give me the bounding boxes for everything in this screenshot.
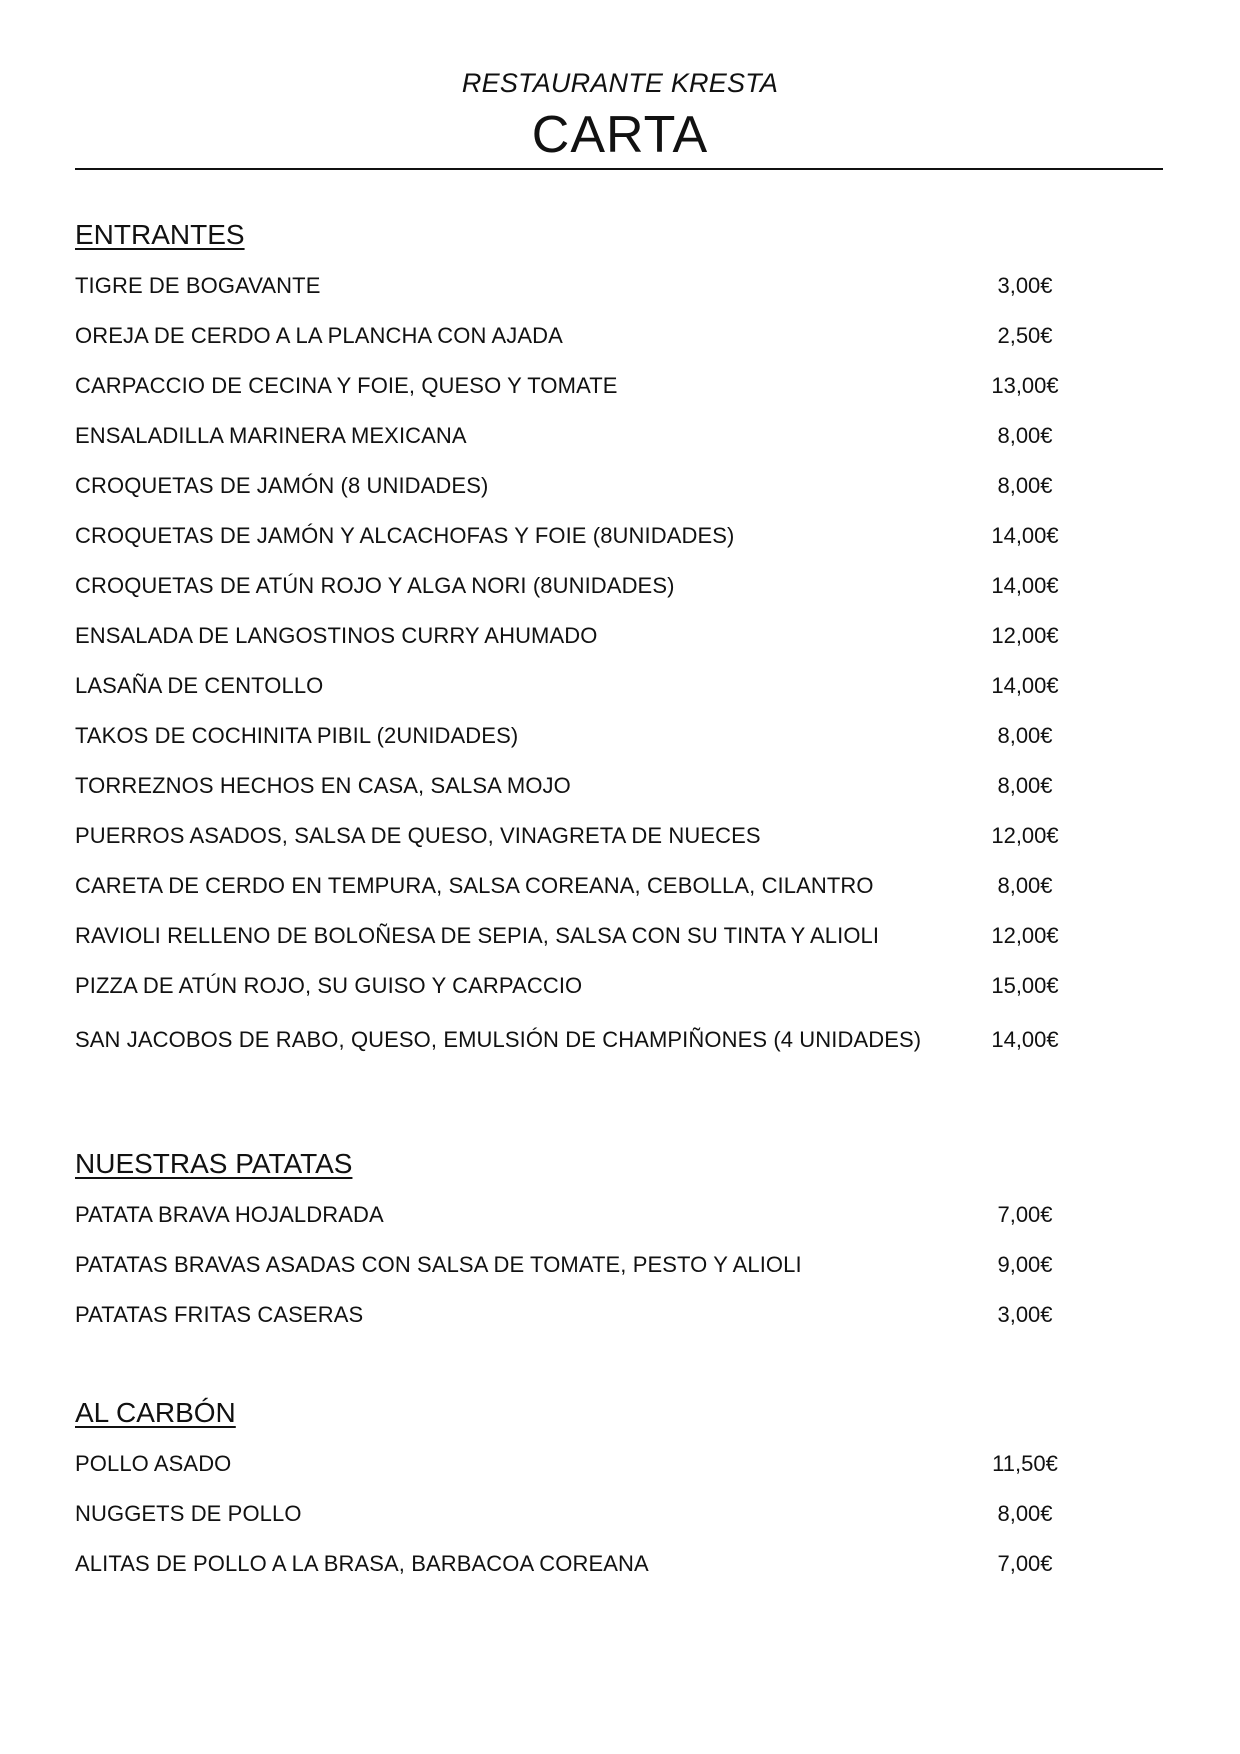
item-name: CROQUETAS DE JAMÓN Y ALCACHOFAS Y FOIE (8UNIDADES) xyxy=(75,523,735,548)
title-divider xyxy=(75,168,1163,170)
item-price: 14,00€ xyxy=(991,1027,1059,1052)
item-name: ENSALADILLA MARINERA MEXICANA xyxy=(75,423,467,448)
menu-item xyxy=(75,1026,1075,1056)
item-price: 12,00€ xyxy=(991,623,1059,648)
menu-item xyxy=(75,472,1075,502)
page-title: CARTA xyxy=(531,106,709,164)
menu-item xyxy=(75,322,1075,352)
item-name: CROQUETAS DE JAMÓN (8 UNIDADES) xyxy=(75,473,489,498)
item-name: SAN JACOBOS DE RABO, QUESO, EMULSIÓN DE CHAMPIÑONES (4 UNIDADES) xyxy=(75,1027,922,1052)
item-name: CARETA DE CERDO EN TEMPURA, SALSA COREANA, CEBOLLA, CILANTRO xyxy=(75,873,874,898)
item-name: OREJA DE CERDO A LA PLANCHA CON AJADA xyxy=(75,323,563,348)
item-name: TIGRE DE BOGAVANTE xyxy=(75,273,321,298)
item-price: 2,50€ xyxy=(997,323,1053,348)
menu-item xyxy=(75,822,1075,852)
item-name: PATATAS FRITAS CASERAS xyxy=(75,1302,364,1327)
item-name: TAKOS DE COCHINITA PIBIL (2UNIDADES) xyxy=(75,723,519,748)
item-name: ALITAS DE POLLO A LA BRASA, BARBACOA COREANA xyxy=(75,1551,649,1576)
menu-item xyxy=(75,572,1075,602)
item-price: 12,00€ xyxy=(991,823,1059,848)
menu-item xyxy=(75,772,1075,802)
item-name: CROQUETAS DE ATÚN ROJO Y ALGA NORI (8UNIDADES) xyxy=(75,573,675,598)
section-al-carbon xyxy=(75,1396,1075,1596)
menu-item xyxy=(75,872,1075,902)
item-price: 7,00€ xyxy=(997,1551,1053,1576)
menu-item xyxy=(75,372,1075,402)
item-price: 15,00€ xyxy=(991,973,1059,998)
item-name: LASAÑA DE CENTOLLO xyxy=(75,673,324,698)
item-price: 14,00€ xyxy=(991,673,1059,698)
item-price: 12,00€ xyxy=(991,923,1059,948)
menu-item xyxy=(75,1550,1075,1580)
menu-item xyxy=(75,972,1075,1002)
item-price: 11,50€ xyxy=(992,1451,1058,1476)
menu-item xyxy=(75,1500,1075,1530)
section-heading: AL CARBÓN xyxy=(75,1397,236,1428)
item-price: 14,00€ xyxy=(991,523,1059,548)
item-price: 13,00€ xyxy=(991,373,1059,398)
menu-item xyxy=(75,622,1075,652)
item-price: 3,00€ xyxy=(997,273,1053,298)
item-name: ENSALADA DE LANGOSTINOS CURRY AHUMADO xyxy=(75,623,598,648)
item-name: POLLO ASADO xyxy=(75,1451,232,1476)
item-name: CARPACCIO DE CECINA Y FOIE, QUESO Y TOMATE xyxy=(75,373,618,398)
item-price: 8,00€ xyxy=(997,723,1053,748)
item-name: PUERROS ASADOS, SALSA DE QUESO, VINAGRETA DE NUECES xyxy=(75,823,761,848)
item-price: 3,00€ xyxy=(997,1302,1053,1327)
item-name: PATATAS BRAVAS ASADAS CON SALSA DE TOMATE, PESTO Y ALIOLI xyxy=(75,1252,802,1277)
item-price: 14,00€ xyxy=(991,573,1059,598)
menu-item xyxy=(75,1201,1075,1231)
menu-item xyxy=(75,672,1075,702)
item-price: 8,00€ xyxy=(997,423,1053,448)
menu-item xyxy=(75,1301,1075,1331)
item-price: 8,00€ xyxy=(997,773,1053,798)
menu-item xyxy=(75,922,1075,952)
menu-item xyxy=(75,272,1075,302)
item-price: 8,00€ xyxy=(997,873,1053,898)
item-name: RAVIOLI RELLENO DE BOLOÑESA DE SEPIA, SALSA CON SU TINTA Y ALIOLI xyxy=(75,923,880,948)
item-price: 9,00€ xyxy=(997,1252,1053,1277)
section-heading: NUESTRAS PATATAS xyxy=(75,1148,353,1179)
section-entrantes xyxy=(75,218,1075,1078)
menu-item xyxy=(75,522,1075,552)
section-nuestras-patatas xyxy=(75,1147,1075,1347)
section-heading: ENTRANTES xyxy=(75,219,245,250)
menu-item xyxy=(75,1450,1075,1480)
menu-item xyxy=(75,722,1075,752)
menu-item xyxy=(75,422,1075,452)
item-name: NUGGETS DE POLLO xyxy=(75,1501,302,1526)
item-price: 8,00€ xyxy=(997,473,1053,498)
item-name: PIZZA DE ATÚN ROJO, SU GUISO Y CARPACCIO xyxy=(75,973,583,998)
item-price: 8,00€ xyxy=(997,1501,1053,1526)
restaurant-name: RESTAURANTE KRESTA xyxy=(461,68,779,98)
item-name: TORREZNOS HECHOS EN CASA, SALSA MOJO xyxy=(75,773,571,798)
item-price: 7,00€ xyxy=(997,1202,1053,1227)
menu-item xyxy=(75,1251,1075,1281)
item-name: PATATA BRAVA HOJALDRADA xyxy=(75,1202,384,1227)
